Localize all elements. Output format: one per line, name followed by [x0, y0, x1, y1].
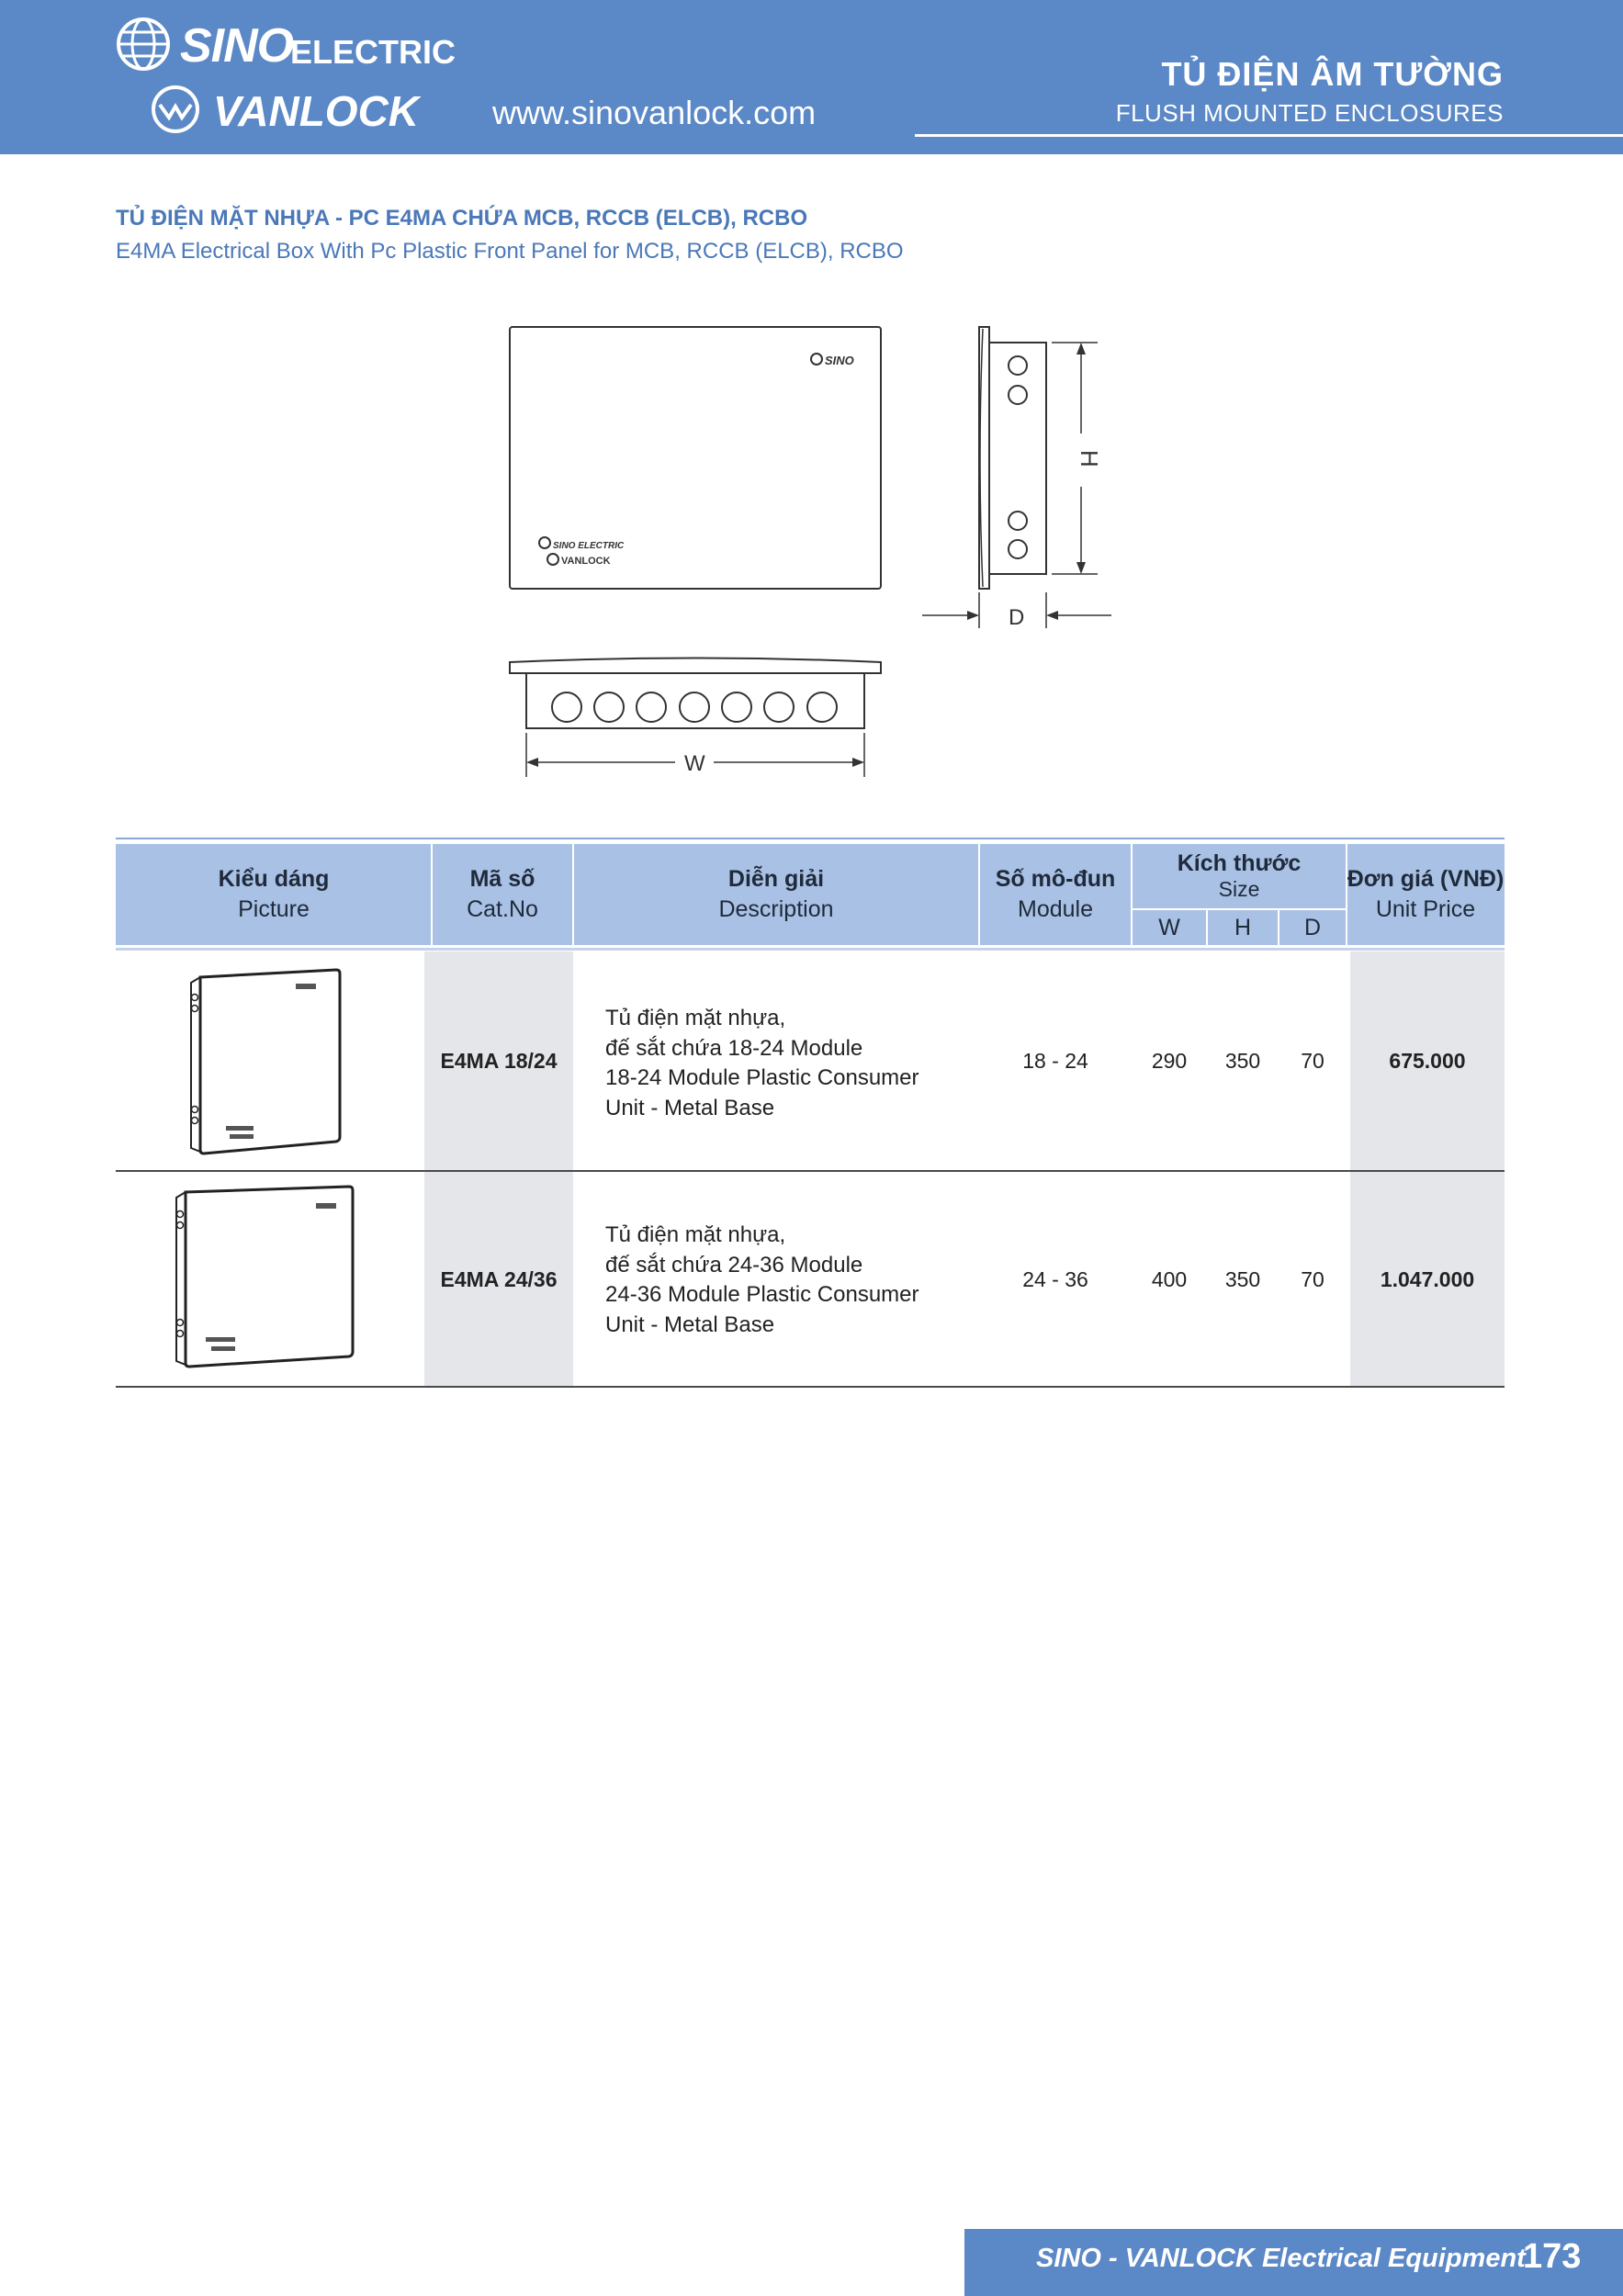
front-view	[510, 327, 881, 589]
row-description	[605, 1004, 919, 1123]
header-size-h: H	[1234, 914, 1252, 940]
page-number: 173	[1523, 2237, 1582, 2276]
table-header-rule	[116, 948, 1505, 951]
front-logo-small-1: SINO ELECTRIC	[553, 541, 625, 551]
header-picture-en: Picture	[238, 896, 310, 922]
row-divider	[116, 1386, 1505, 1388]
header-catno	[432, 844, 573, 945]
row-size-d: 70	[1301, 1048, 1324, 1073]
header-divider	[431, 844, 433, 945]
header-picture	[116, 844, 432, 945]
header-module-vn: Số mô-đun	[995, 866, 1116, 892]
row-module: 18 - 24	[1022, 1048, 1088, 1073]
dimension-d-label: D	[1009, 605, 1025, 630]
description-line: 24-36 Module Plastic Consumer	[605, 1282, 919, 1307]
header-price-vn: Đơn giá (VNĐ)	[1347, 866, 1505, 892]
description-line: 18-24 Module Plastic Consumer	[605, 1065, 919, 1090]
technical-drawing	[0, 0, 1623, 827]
side-view	[922, 327, 1111, 630]
section-subtitle: E4MA Electrical Box With Pc Plastic Front Panel for MCB, RCCB (ELCB), RCBO	[116, 239, 904, 264]
header-catno-vn: Mã số	[469, 866, 535, 892]
header-price-en: Unit Price	[1375, 896, 1476, 922]
header-picture-vn: Kiểu dáng	[218, 866, 330, 892]
header-divider	[1278, 910, 1279, 945]
header-divider	[1131, 844, 1133, 945]
row-catno: E4MA 18/24	[440, 1048, 558, 1073]
row-size-w: 400	[1151, 1266, 1188, 1291]
description-line: Tủ điện mặt nhựa,	[605, 1222, 786, 1247]
header-size	[1132, 844, 1347, 908]
row-size-h: 350	[1224, 1048, 1261, 1073]
row-description	[605, 1221, 919, 1340]
description-line: Unit - Metal Base	[605, 1095, 775, 1120]
row-catno: E4MA 24/36	[440, 1266, 558, 1291]
header-size-en: Size	[1218, 877, 1260, 901]
row-size-d: 70	[1301, 1266, 1324, 1291]
front-logo-text: SINO	[825, 354, 854, 367]
website-link[interactable]: www.sinovanlock.com	[492, 94, 817, 131]
category-title: TỦ ĐIỆN ÂM TƯỜNG	[1161, 55, 1504, 93]
header-size-d: D	[1303, 914, 1322, 940]
brand-electric: ELECTRIC	[290, 33, 456, 71]
top-view	[510, 658, 881, 778]
row-size-w: 290	[1151, 1048, 1188, 1073]
header-divider	[1346, 844, 1347, 945]
row-price: 1.047.000	[1380, 1266, 1475, 1291]
description-line: Tủ điện mặt nhựa,	[605, 1006, 786, 1030]
table-top-rule	[116, 838, 1505, 839]
header-module-en: Module	[1018, 896, 1093, 922]
front-logo-small-2: VANLOCK	[561, 556, 611, 567]
row-price: 675.000	[1389, 1048, 1466, 1073]
header-description	[573, 844, 979, 945]
description-line: đế sắt chứa 18-24 Module	[605, 1035, 863, 1061]
header-description-vn: Diễn giải	[727, 866, 825, 892]
footer-text: SINO - VANLOCK Electrical Equipment	[1036, 2244, 1526, 2273]
brand-sino: SINO	[180, 19, 294, 73]
category-subtitle: FLUSH MOUNTED ENCLOSURES	[1115, 99, 1504, 127]
row-size-h: 350	[1224, 1266, 1261, 1291]
header-description-en: Description	[718, 896, 834, 922]
dimension-h-label: H	[1076, 450, 1103, 467]
header-divider	[1206, 910, 1208, 945]
description-line: Unit - Metal Base	[605, 1311, 775, 1337]
header-catno-en: Cat.No	[467, 896, 538, 922]
product-image-e4ma-18-24	[182, 964, 344, 1163]
description-line: đế sắt chứa 24-36 Module	[605, 1252, 863, 1277]
row-module: 24 - 36	[1022, 1266, 1088, 1291]
header-divider	[1132, 908, 1347, 910]
dimension-w-label: W	[684, 751, 705, 776]
header-module	[979, 844, 1132, 945]
header-size-vn: Kích thước	[1177, 850, 1302, 876]
section-title: TỦ ĐIỆN MẶT NHỰA - PC E4MA CHỨA MCB, RCCB (ELCB), RCBO	[116, 206, 808, 231]
header-price	[1347, 844, 1505, 945]
header-size-w: W	[1158, 914, 1180, 940]
header-divider	[572, 844, 574, 945]
brand-vanlock: VANLOCK	[213, 87, 420, 135]
header-divider	[978, 844, 980, 945]
